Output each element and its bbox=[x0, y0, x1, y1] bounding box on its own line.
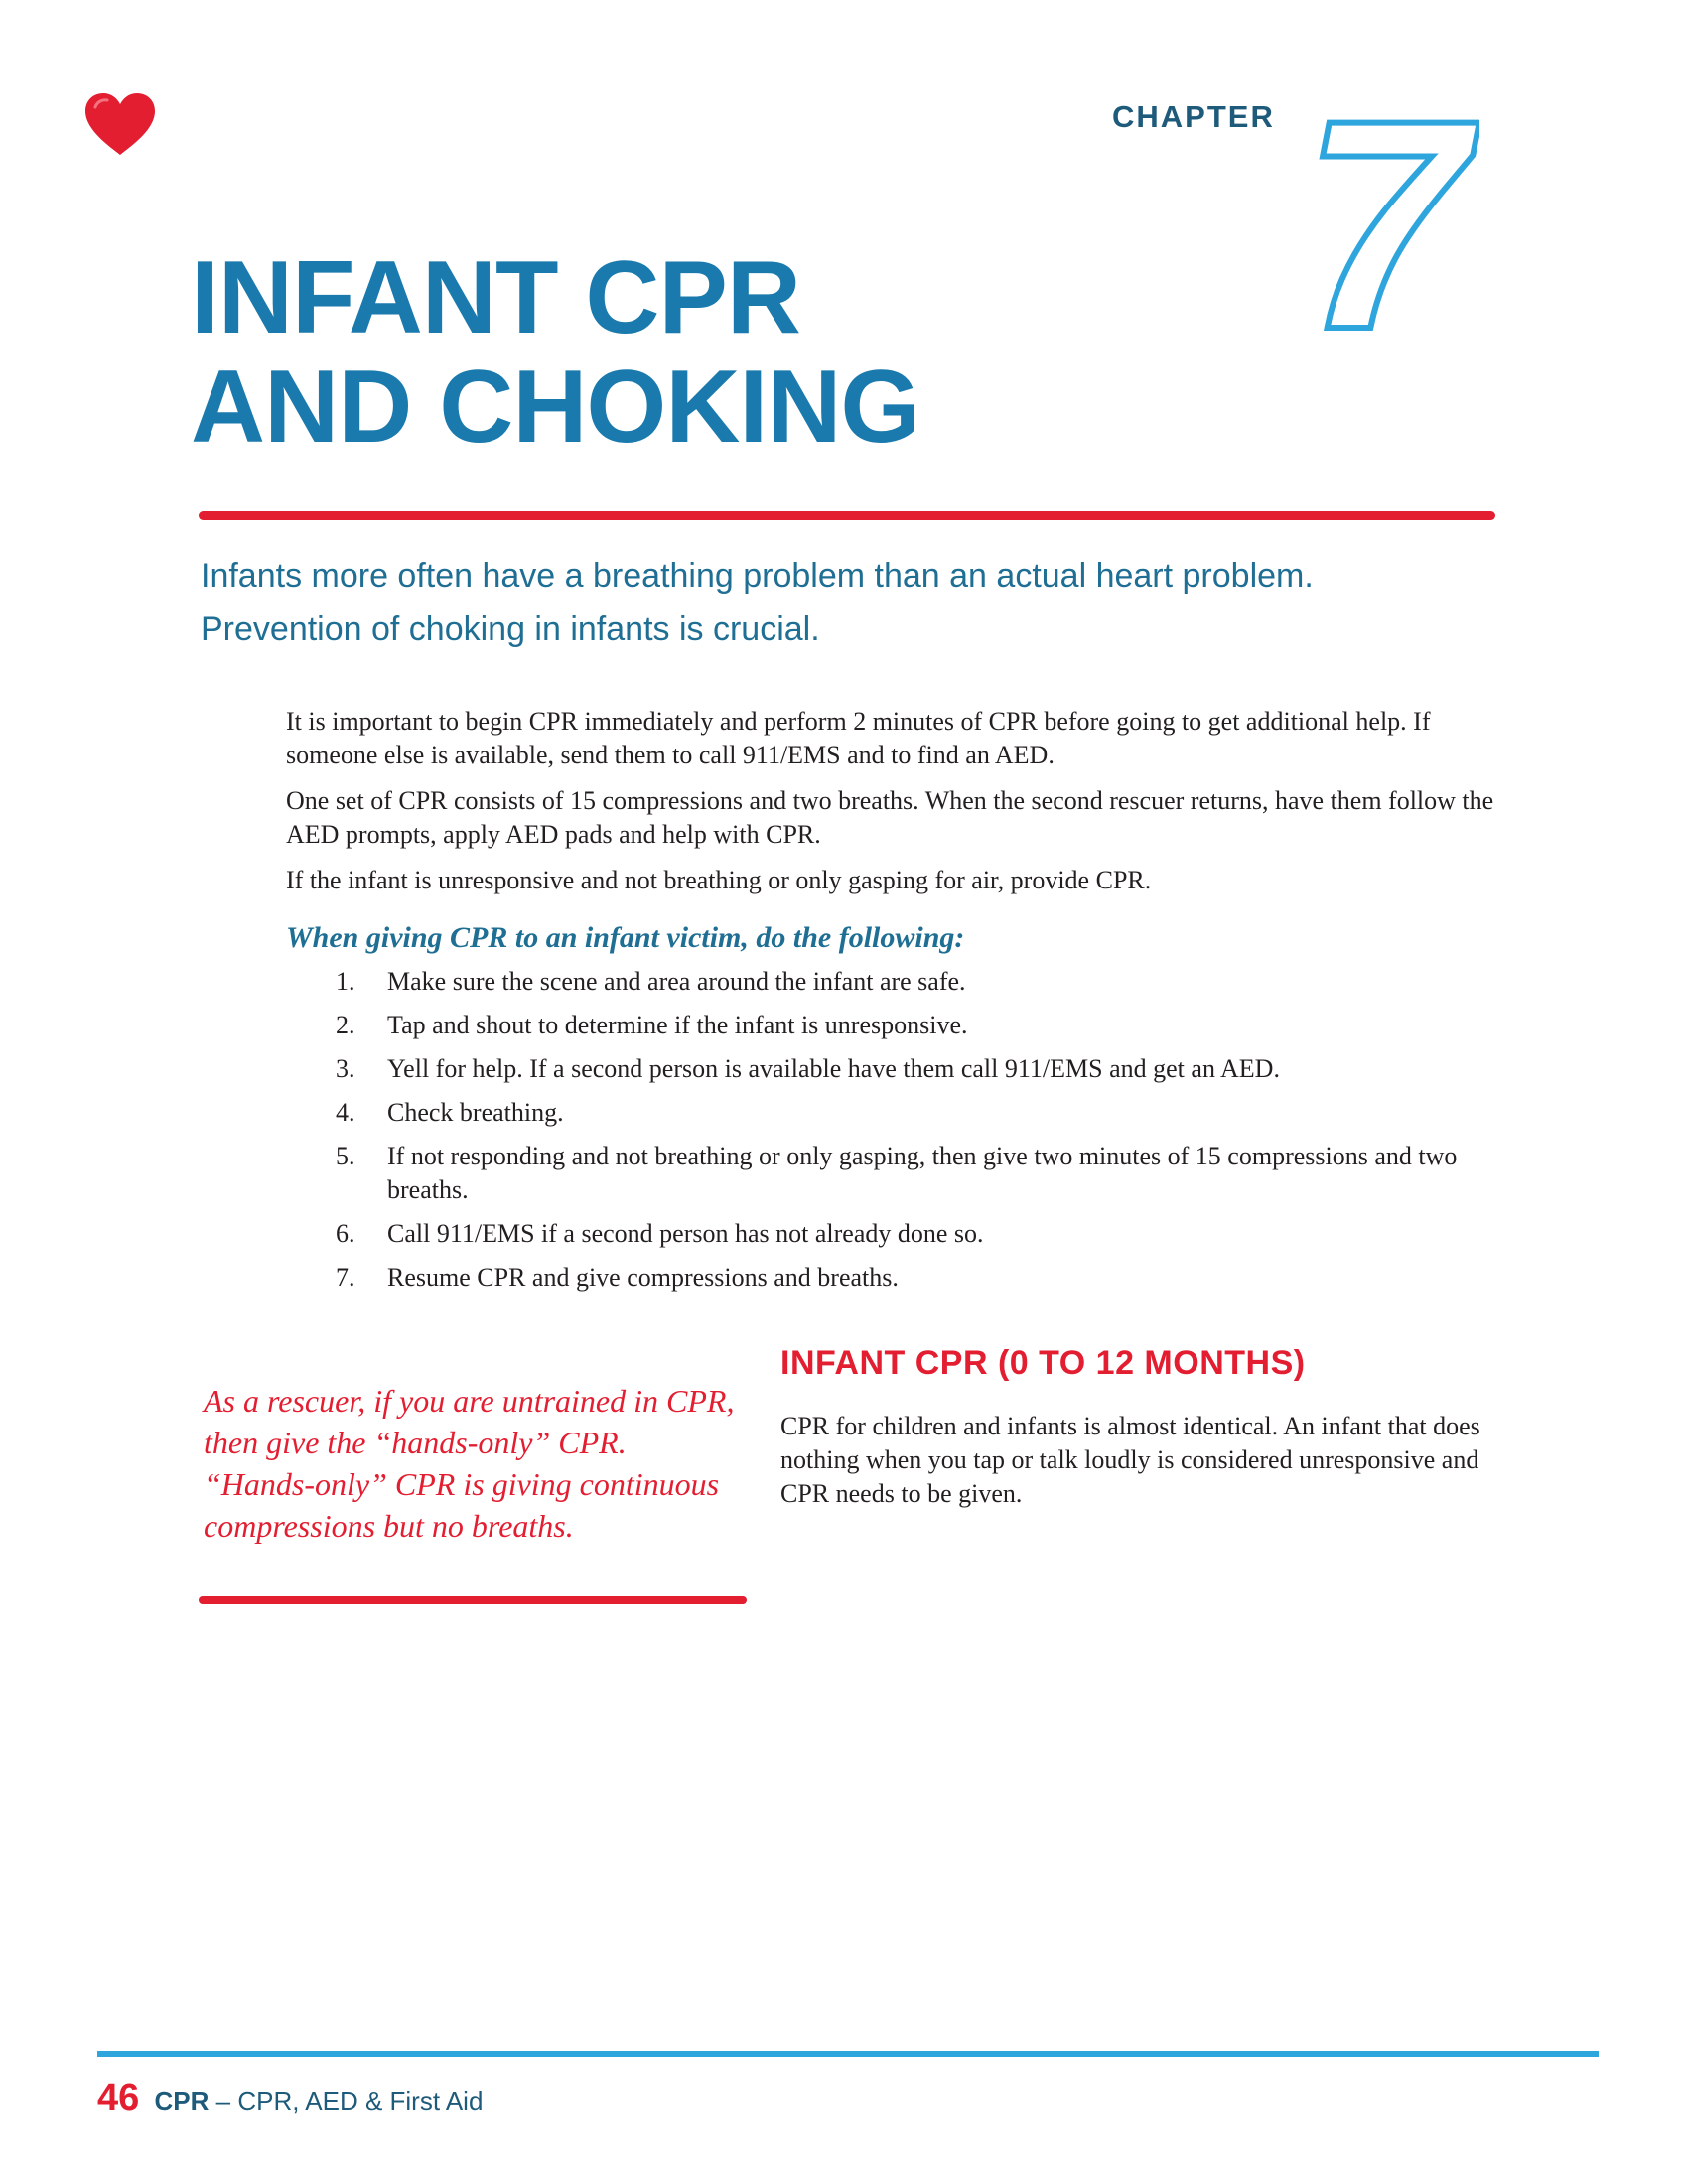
step-text: Check breathing. bbox=[387, 1098, 564, 1127]
body-paragraph: One set of CPR consists of 15 compressions and two breaths. When the second rescuer returns, have them follow the AED prompts, apply AED pads and help with CPR. bbox=[286, 786, 1494, 849]
list-item bbox=[286, 1009, 1497, 1042]
step-number: 4. bbox=[336, 1098, 355, 1127]
section-heading: INFANT CPR (0 TO 12 MONTHS) bbox=[780, 1344, 1306, 1382]
subtitle-line-2: Prevention of choking in infants is crucial. bbox=[201, 611, 820, 648]
title-line-1: INFANT CPR bbox=[191, 240, 800, 355]
callout-note: As a rescuer, if you are untrained in CPR, then give the “hands-only” CPR. “Hands-only” CPR is giving continuous compressions but no breaths. bbox=[204, 1383, 735, 1544]
intro-subtitle bbox=[201, 549, 1511, 656]
list-item bbox=[286, 965, 1497, 999]
list-item bbox=[286, 1261, 1497, 1295]
step-text: Tap and shout to determine if the infant is unresponsive. bbox=[387, 1011, 968, 1039]
page-title bbox=[191, 240, 920, 465]
body-paragraph: If the infant is unresponsive and not breathing or only gasping for air, provide CPR. bbox=[286, 866, 1152, 894]
section-paragraph: CPR for children and infants is almost identical. An infant that does nothing when you tap or talk loudly is considered unresponsive and CPR needs to be given. bbox=[780, 1412, 1480, 1508]
list-item bbox=[286, 1217, 1497, 1251]
chapter-number-text: 7 bbox=[1302, 91, 1468, 351]
footer-divider bbox=[97, 2051, 1599, 2057]
callout-divider bbox=[199, 1596, 747, 1604]
list-heading: When giving CPR to an infant victim, do the following: bbox=[286, 921, 965, 954]
step-text: If not responding and not breathing or only gasping, then give two minutes of 15 compressions and two breaths. bbox=[387, 1142, 1458, 1204]
step-number: 7. bbox=[336, 1263, 355, 1292]
chapter-label: CHAPTER bbox=[1112, 99, 1275, 134]
list-item bbox=[286, 1052, 1497, 1086]
step-number: 1. bbox=[336, 967, 355, 996]
heart-icon bbox=[83, 91, 157, 157]
list-item bbox=[286, 1140, 1497, 1207]
body-paragraph: It is important to begin CPR immediately and perform 2 minutes of CPR before going to get additional help. If someone else is available, send them to call 911/EMS and to find an AED. bbox=[286, 707, 1431, 769]
step-number: 3. bbox=[336, 1054, 355, 1083]
subtitle-line-1: Infants more often have a breathing problem than an actual heart problem. bbox=[201, 557, 1314, 595]
steps-list bbox=[286, 965, 1497, 1295]
list-item bbox=[286, 1096, 1497, 1130]
footer-separator: – bbox=[215, 2086, 231, 2116]
footer-section-name: CPR bbox=[154, 2086, 210, 2116]
chapter-number bbox=[1281, 91, 1479, 351]
step-text: Yell for help. If a second person is available have them call 911/EMS and get an AED. bbox=[387, 1054, 1280, 1083]
step-number: 5. bbox=[336, 1142, 355, 1170]
step-number: 6. bbox=[336, 1219, 355, 1248]
step-number: 2. bbox=[336, 1011, 355, 1039]
main-body bbox=[286, 705, 1497, 1304]
title-divider bbox=[199, 511, 1495, 520]
title-line-2: AND CHOKING bbox=[191, 349, 920, 465]
footer-book-title: CPR, AED & First Aid bbox=[237, 2086, 484, 2116]
page-number: 46 bbox=[97, 2077, 140, 2118]
step-text: Resume CPR and give compressions and breaths. bbox=[387, 1263, 899, 1292]
step-text: Make sure the scene and area around the infant are safe. bbox=[387, 967, 966, 996]
page-footer bbox=[97, 2077, 483, 2119]
step-text: Call 911/EMS if a second person has not already done so. bbox=[387, 1219, 984, 1248]
